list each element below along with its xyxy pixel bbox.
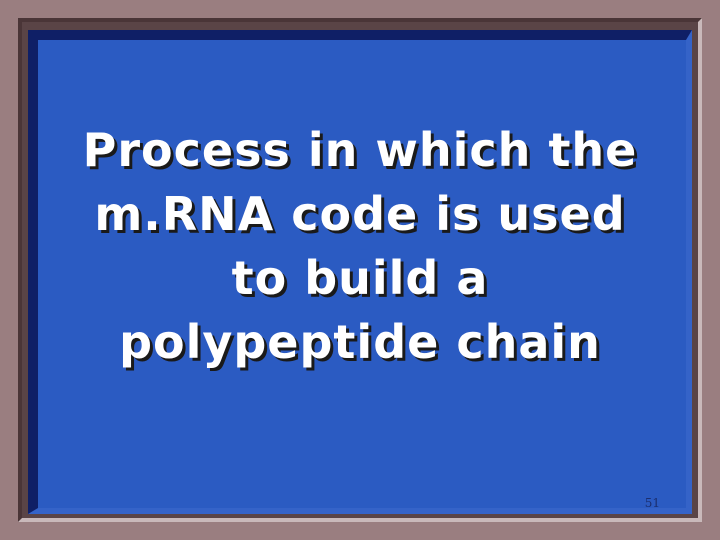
clue-text (40, 118, 680, 374)
clue-line-1: Process in which the (82, 123, 638, 177)
clue-line-3: to build a (231, 251, 489, 305)
clue-line-4: polypeptide chain (119, 315, 601, 369)
clue-line-2: m.RNA code is used (94, 187, 626, 241)
slide-number: 51 (644, 496, 660, 510)
